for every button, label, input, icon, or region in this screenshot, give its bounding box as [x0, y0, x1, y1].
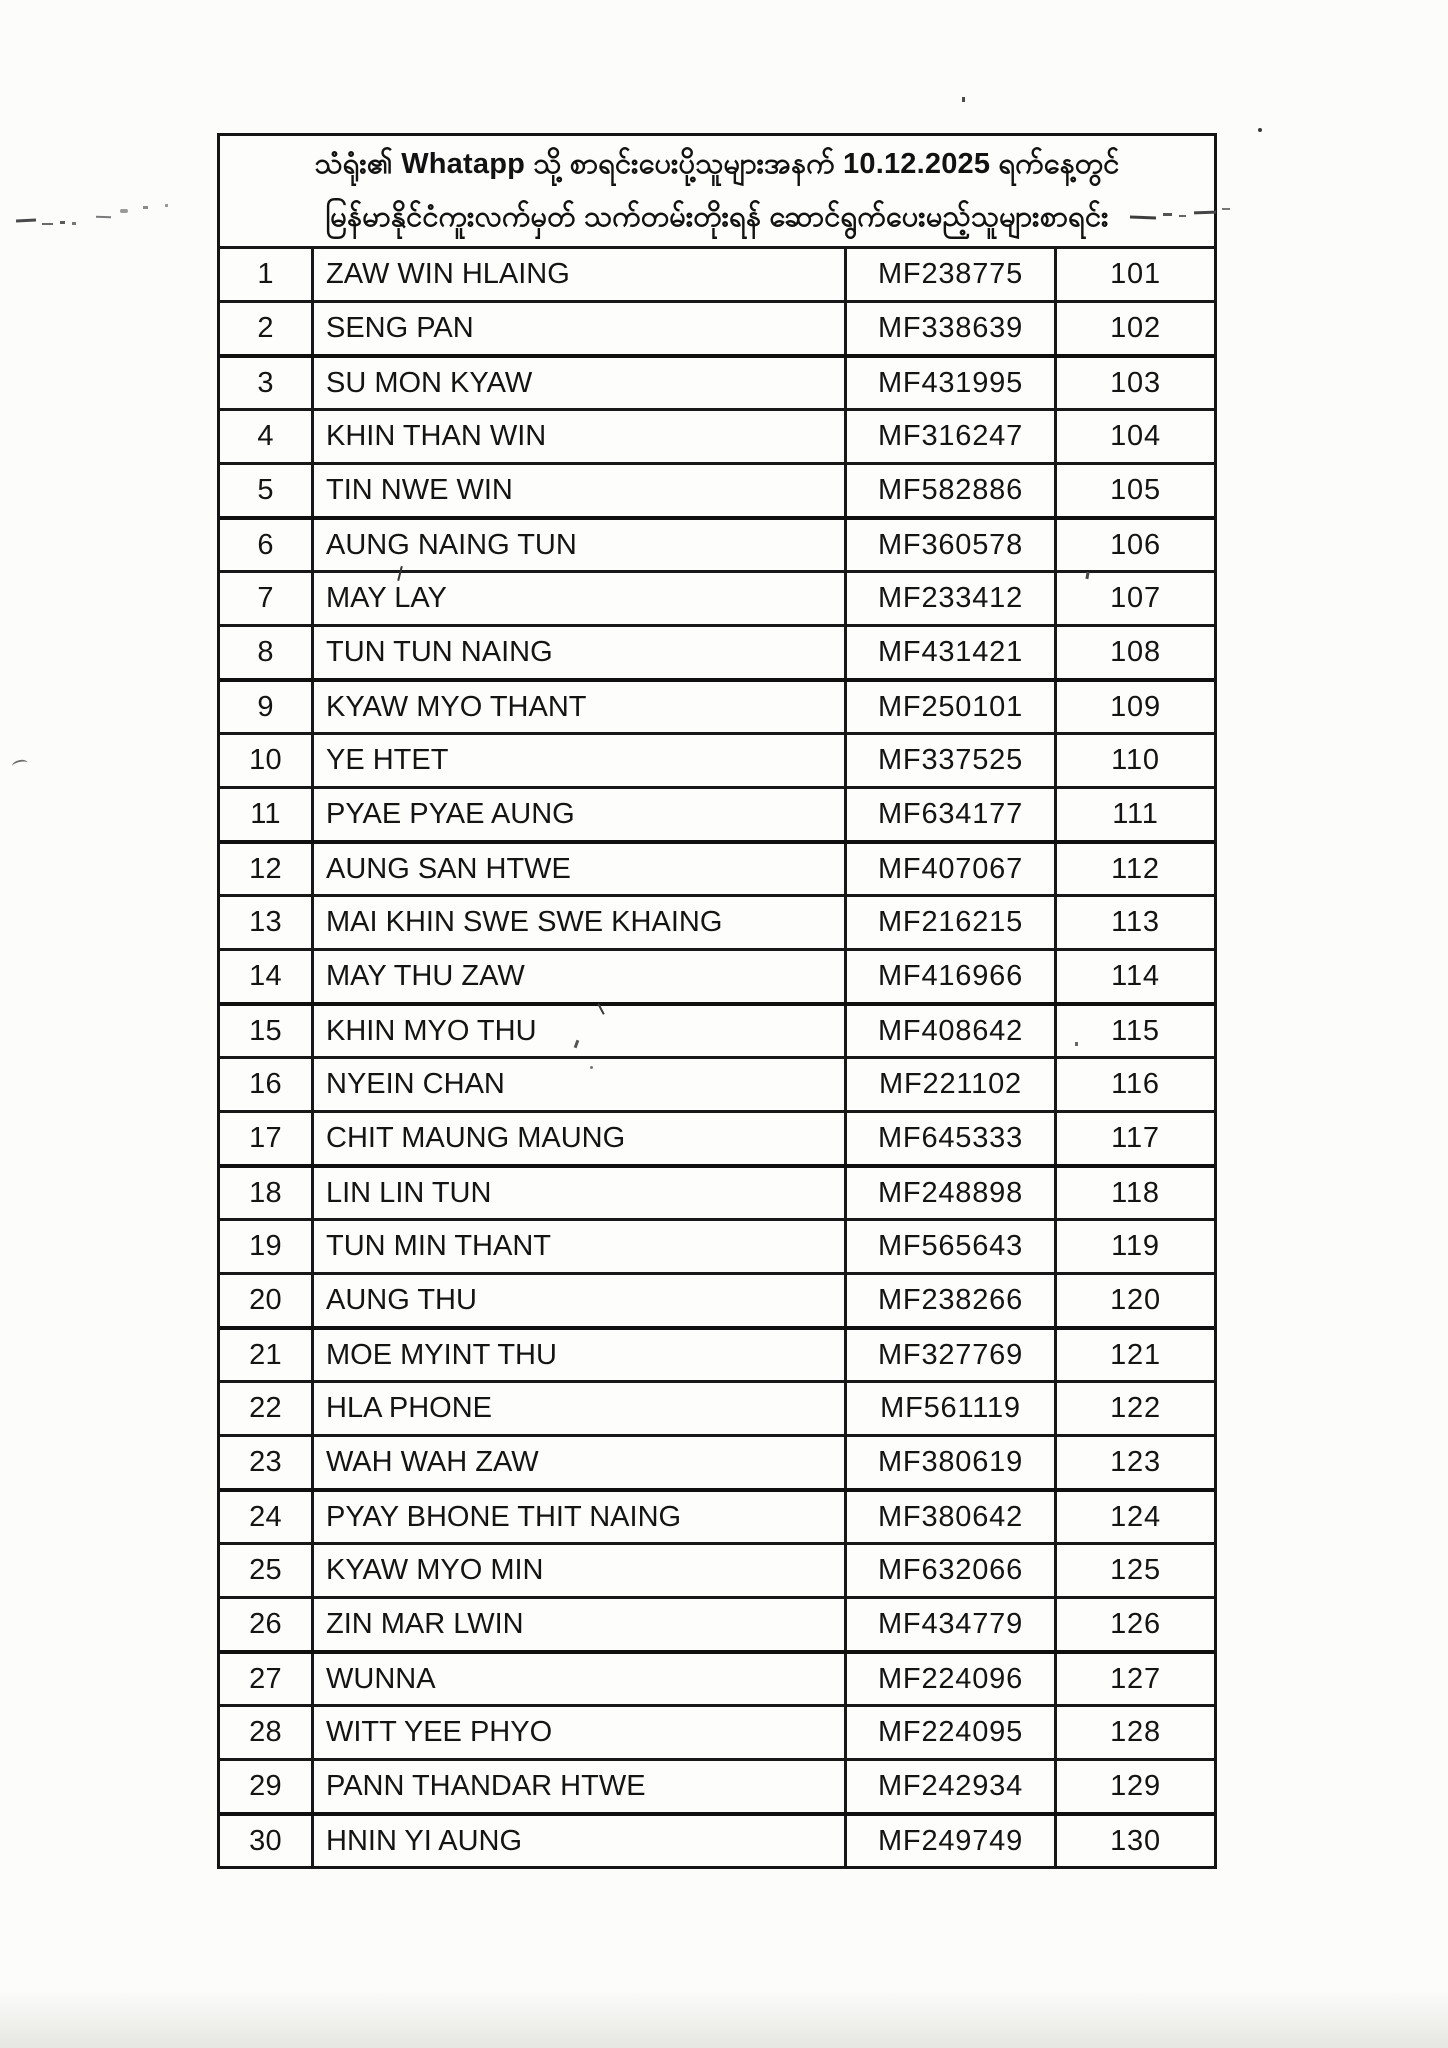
row-name-cell: HNIN YI AUNG	[311, 1816, 844, 1866]
table-row	[220, 1326, 1214, 1380]
row-sequence-cell: 108	[1054, 627, 1214, 678]
row-name-cell: ZAW WIN HLAING	[311, 249, 844, 300]
row-sequence-cell: 107	[1054, 573, 1214, 624]
row-sequence-cell: 103	[1054, 358, 1214, 408]
scan-artifact	[1222, 208, 1230, 210]
row-sequence-cell: 130	[1054, 1816, 1214, 1866]
row-sequence-cell: 117	[1054, 1113, 1214, 1164]
row-number-cell: 19	[249, 1230, 282, 1262]
row-passport-cell: MF561119	[844, 1383, 1054, 1434]
table-row	[220, 1272, 1214, 1326]
row-number-cell: 24	[249, 1500, 282, 1533]
row-number-cell: 15	[249, 1014, 282, 1047]
row-passport-cell: MF360578	[844, 520, 1054, 570]
table-row	[220, 300, 1214, 354]
row-number-cell: 18	[249, 1176, 282, 1209]
row-name-cell: SENG PAN	[311, 303, 844, 354]
row-number-cell: 28	[249, 1716, 282, 1748]
row-sequence-cell: 113	[1054, 897, 1214, 948]
row-passport-cell: MF634177	[844, 789, 1054, 840]
row-name-cell: PANN THANDAR HTWE	[311, 1761, 844, 1812]
row-passport-cell: MF416966	[844, 951, 1054, 1002]
row-sequence-cell: 109	[1054, 682, 1214, 732]
row-sequence-cell: 122	[1054, 1383, 1214, 1434]
row-number-cell: 26	[249, 1608, 282, 1640]
row-sequence-cell: 111	[1054, 789, 1214, 840]
table-row	[220, 1812, 1214, 1866]
scan-artifact	[165, 204, 168, 207]
row-passport-cell: MF407067	[844, 844, 1054, 894]
row-passport-cell: MF380642	[844, 1492, 1054, 1542]
row-sequence-cell: 128	[1054, 1707, 1214, 1758]
row-sequence-cell: 123	[1054, 1437, 1214, 1488]
scan-artifact	[1258, 128, 1262, 132]
row-number-cell: 10	[249, 744, 282, 776]
table-row	[220, 354, 1214, 408]
table-row	[220, 1056, 1214, 1110]
row-sequence-cell: 121	[1054, 1330, 1214, 1380]
row-passport-cell: MF242934	[844, 1761, 1054, 1812]
row-passport-cell: MF337525	[844, 735, 1054, 786]
table-row	[220, 1110, 1214, 1164]
row-name-cell: PYAE PYAE AUNG	[311, 789, 844, 840]
table-row	[220, 408, 1214, 462]
row-passport-cell: MF582886	[844, 465, 1054, 516]
row-passport-cell: MF250101	[844, 682, 1054, 732]
row-name-cell: PYAY BHONE THIT NAING	[311, 1492, 844, 1542]
row-passport-cell: MF221102	[844, 1059, 1054, 1110]
row-sequence-cell: 112	[1054, 844, 1214, 894]
row-number-cell: 16	[249, 1068, 282, 1100]
header-title-line2: မြန်မာနိုင်ငံကူးလက်မှတ် သက်တမ်းတိုးရန် ဆောင်ရွက်ပေးမည့်သူများစာရင်း	[325, 201, 1109, 233]
table-row	[220, 1434, 1214, 1488]
row-name-cell: SU MON KYAW	[311, 358, 844, 408]
table-row	[220, 1650, 1214, 1704]
row-sequence-cell: 116	[1054, 1059, 1214, 1110]
row-number-cell: 25	[249, 1554, 282, 1586]
row-name-cell: YE HTET	[311, 735, 844, 786]
row-name-cell: TIN NWE WIN	[311, 465, 844, 516]
row-number-cell: 27	[249, 1662, 282, 1695]
row-sequence-cell: 129	[1054, 1761, 1214, 1812]
table-row	[220, 1218, 1214, 1272]
row-sequence-cell: 118	[1054, 1168, 1214, 1218]
table-row	[220, 948, 1214, 1002]
row-name-cell: KHIN THAN WIN	[311, 411, 844, 462]
scan-artifact	[60, 221, 65, 224]
scan-artifact	[16, 218, 36, 222]
row-number-cell: 14	[249, 960, 282, 992]
row-number-cell: 2	[257, 312, 274, 344]
table-row	[220, 570, 1214, 624]
row-sequence-cell: 106	[1054, 520, 1214, 570]
row-number-cell: 7	[257, 582, 274, 614]
row-name-cell: TUN MIN THANT	[311, 1221, 844, 1272]
table-row	[220, 678, 1214, 732]
row-name-cell: NYEIN CHAN	[311, 1059, 844, 1110]
row-number-cell: 11	[250, 798, 281, 830]
row-number-cell: 22	[249, 1392, 282, 1424]
table-row	[220, 1596, 1214, 1650]
row-passport-cell: MF233412	[844, 573, 1054, 624]
row-number-cell: 6	[257, 528, 274, 561]
table-row	[220, 1758, 1214, 1812]
table-row	[220, 462, 1214, 516]
table-row	[220, 516, 1214, 570]
row-name-cell: TUN TUN NAING	[311, 627, 844, 678]
row-sequence-cell: 127	[1054, 1654, 1214, 1704]
row-number-cell: 12	[249, 852, 282, 885]
row-name-cell: KHIN MYO THU	[311, 1006, 844, 1056]
table-row	[220, 840, 1214, 894]
row-passport-cell: MF248898	[844, 1168, 1054, 1218]
row-passport-cell: MF216215	[844, 897, 1054, 948]
row-sequence-cell: 125	[1054, 1545, 1214, 1596]
row-name-cell: ZIN MAR LWIN	[311, 1599, 844, 1650]
table-row	[220, 624, 1214, 678]
row-name-cell: WITT YEE PHYO	[311, 1707, 844, 1758]
row-number-cell: 21	[249, 1338, 282, 1371]
row-number-cell: 20	[249, 1284, 282, 1316]
row-sequence-cell: 110	[1054, 735, 1214, 786]
row-number-cell: 5	[257, 474, 274, 506]
row-name-cell: MOE MYINT THU	[311, 1330, 844, 1380]
row-name-cell: MAY LAY	[311, 573, 844, 624]
row-name-cell: CHIT MAUNG MAUNG	[311, 1113, 844, 1164]
scan-artifact	[962, 97, 965, 102]
row-name-cell: AUNG SAN HTWE	[311, 844, 844, 894]
table-row	[220, 786, 1214, 840]
scan-artifact	[96, 216, 111, 219]
table-row	[220, 1164, 1214, 1218]
row-number-cell: 30	[249, 1824, 282, 1857]
table-row	[220, 1488, 1214, 1542]
row-passport-cell: MF431421	[844, 627, 1054, 678]
row-passport-cell: MF434779	[844, 1599, 1054, 1650]
row-number-cell: 4	[257, 420, 274, 452]
row-number-cell: 17	[249, 1122, 282, 1154]
table-row	[220, 1704, 1214, 1758]
row-number-cell: 8	[257, 636, 274, 668]
row-name-cell: AUNG THU	[311, 1275, 844, 1326]
row-sequence-cell: 120	[1054, 1275, 1214, 1326]
table-row	[220, 1542, 1214, 1596]
row-number-cell: 1	[257, 258, 274, 290]
row-name-cell: WUNNA	[311, 1654, 844, 1704]
scan-artifact	[11, 758, 29, 770]
table-row	[220, 1380, 1214, 1434]
row-passport-cell: MF224095	[844, 1707, 1054, 1758]
row-name-cell: AUNG NAING TUN	[311, 520, 844, 570]
row-name-cell: LIN LIN TUN	[311, 1168, 844, 1218]
row-name-cell: MAI KHIN SWE SWE KHAING	[311, 897, 844, 948]
row-sequence-cell: 115	[1054, 1006, 1214, 1056]
row-passport-cell: MF408642	[844, 1006, 1054, 1056]
row-number-cell: 9	[257, 690, 274, 723]
passport-renewal-table	[217, 133, 1217, 1869]
row-passport-cell: MF380619	[844, 1437, 1054, 1488]
row-passport-cell: MF327769	[844, 1330, 1054, 1380]
row-passport-cell: MF238775	[844, 249, 1054, 300]
row-sequence-cell: 124	[1054, 1492, 1214, 1542]
table-row	[220, 1002, 1214, 1056]
row-passport-cell: MF238266	[844, 1275, 1054, 1326]
scan-artifact	[42, 223, 53, 225]
scan-artifact	[120, 209, 128, 213]
row-sequence-cell: 114	[1054, 951, 1214, 1002]
row-sequence-cell: 102	[1054, 303, 1214, 354]
row-sequence-cell: 104	[1054, 411, 1214, 462]
row-number-cell: 23	[249, 1446, 282, 1478]
row-passport-cell: MF431995	[844, 358, 1054, 408]
row-sequence-cell: 105	[1054, 465, 1214, 516]
row-passport-cell: MF565643	[844, 1221, 1054, 1272]
table-row	[220, 246, 1214, 300]
row-passport-cell: MF338639	[844, 303, 1054, 354]
row-sequence-cell: 126	[1054, 1599, 1214, 1650]
table-body	[220, 246, 1214, 1866]
scan-artifact	[143, 206, 148, 209]
row-name-cell: WAH WAH ZAW	[311, 1437, 844, 1488]
row-name-cell: HLA PHONE	[311, 1383, 844, 1434]
scan-artifact	[72, 222, 76, 225]
row-sequence-cell: 101	[1054, 249, 1214, 300]
row-name-cell: KYAW MYO MIN	[311, 1545, 844, 1596]
row-passport-cell: MF224096	[844, 1654, 1054, 1704]
row-passport-cell: MF249749	[844, 1816, 1054, 1866]
row-passport-cell: MF645333	[844, 1113, 1054, 1164]
row-number-cell: 13	[249, 906, 282, 938]
row-name-cell: MAY THU ZAW	[311, 951, 844, 1002]
row-name-cell: KYAW MYO THANT	[311, 682, 844, 732]
row-number-cell: 3	[257, 366, 274, 399]
row-number-cell: 29	[249, 1770, 282, 1802]
table-header	[220, 136, 1214, 246]
row-passport-cell: MF316247	[844, 411, 1054, 462]
header-title-line1: သံရုံး၏ Whatapp သို့ စာရင်းပေးပို့သူများအနက် 10.12.2025 ရက်နေ့တွင်	[314, 148, 1120, 180]
table-row	[220, 732, 1214, 786]
table-row	[220, 894, 1214, 948]
row-passport-cell: MF632066	[844, 1545, 1054, 1596]
row-sequence-cell: 119	[1054, 1221, 1214, 1272]
